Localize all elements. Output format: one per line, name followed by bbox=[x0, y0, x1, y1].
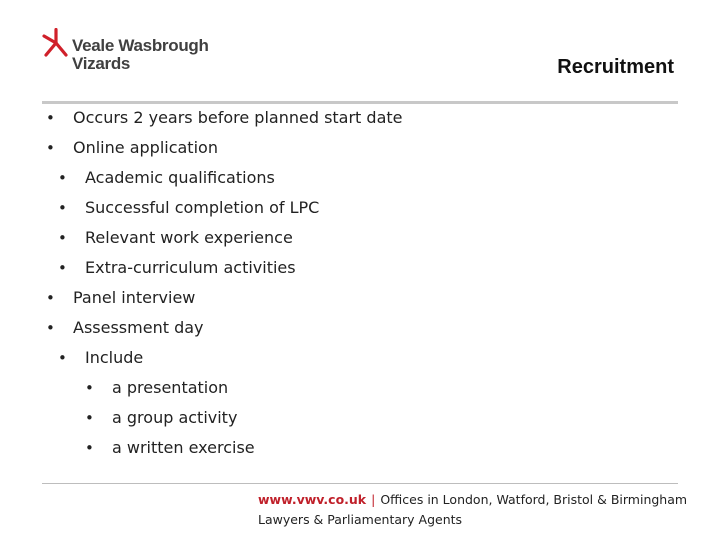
bullet-text: Assessment day bbox=[73, 318, 204, 337]
footer bbox=[258, 490, 688, 530]
logo-mark-icon bbox=[42, 28, 70, 58]
bullet-text: a presentation bbox=[112, 378, 229, 397]
bullet-text: Occurs 2 years before planned start date bbox=[73, 108, 403, 127]
bullet-dot-icon: • bbox=[46, 139, 55, 157]
bullet-dot-icon: • bbox=[46, 319, 55, 337]
bullet-dot-icon: • bbox=[85, 439, 94, 457]
bullet-dot-icon: • bbox=[46, 109, 55, 127]
logo-text-line-1: Veale Wasbrough bbox=[72, 36, 209, 55]
bullet-dot-icon: • bbox=[85, 379, 94, 397]
bullet-text: Online application bbox=[73, 138, 218, 157]
footer-website-link[interactable]: www.vwv.co.uk bbox=[258, 492, 367, 507]
company-logo bbox=[42, 28, 222, 76]
bullet-dot-icon: • bbox=[58, 229, 67, 247]
bullet-dot-icon: • bbox=[58, 169, 67, 187]
bullet-text: Panel interview bbox=[73, 288, 196, 307]
bullet-dot-icon: • bbox=[85, 409, 94, 427]
bullet-dot-icon: • bbox=[58, 199, 67, 217]
footer-tagline: Lawyers & Parliamentary Agents bbox=[258, 512, 463, 527]
bullet-text: a written exercise bbox=[112, 438, 255, 457]
footer-separator: | bbox=[371, 492, 376, 507]
bullet-dot-icon: • bbox=[58, 259, 67, 277]
bullet-text: Academic qualifications bbox=[85, 168, 275, 187]
footer-offices-text: Offices in London, Watford, Bristol & Birmingham bbox=[380, 492, 688, 507]
bullet-dot-icon: • bbox=[58, 349, 67, 367]
footer-divider bbox=[42, 483, 678, 484]
logo-text-line-2: Vizards bbox=[72, 54, 131, 73]
bullet-text: Relevant work experience bbox=[85, 228, 293, 247]
bullet-text: a group activity bbox=[112, 408, 238, 427]
bullet-text: Successful completion of LPC bbox=[85, 198, 320, 217]
bullet-text: Extra-curriculum activities bbox=[85, 258, 296, 277]
bullet-text: Include bbox=[85, 348, 144, 367]
bullet-dot-icon: • bbox=[46, 289, 55, 307]
slide-title: Recruitment bbox=[557, 56, 674, 78]
